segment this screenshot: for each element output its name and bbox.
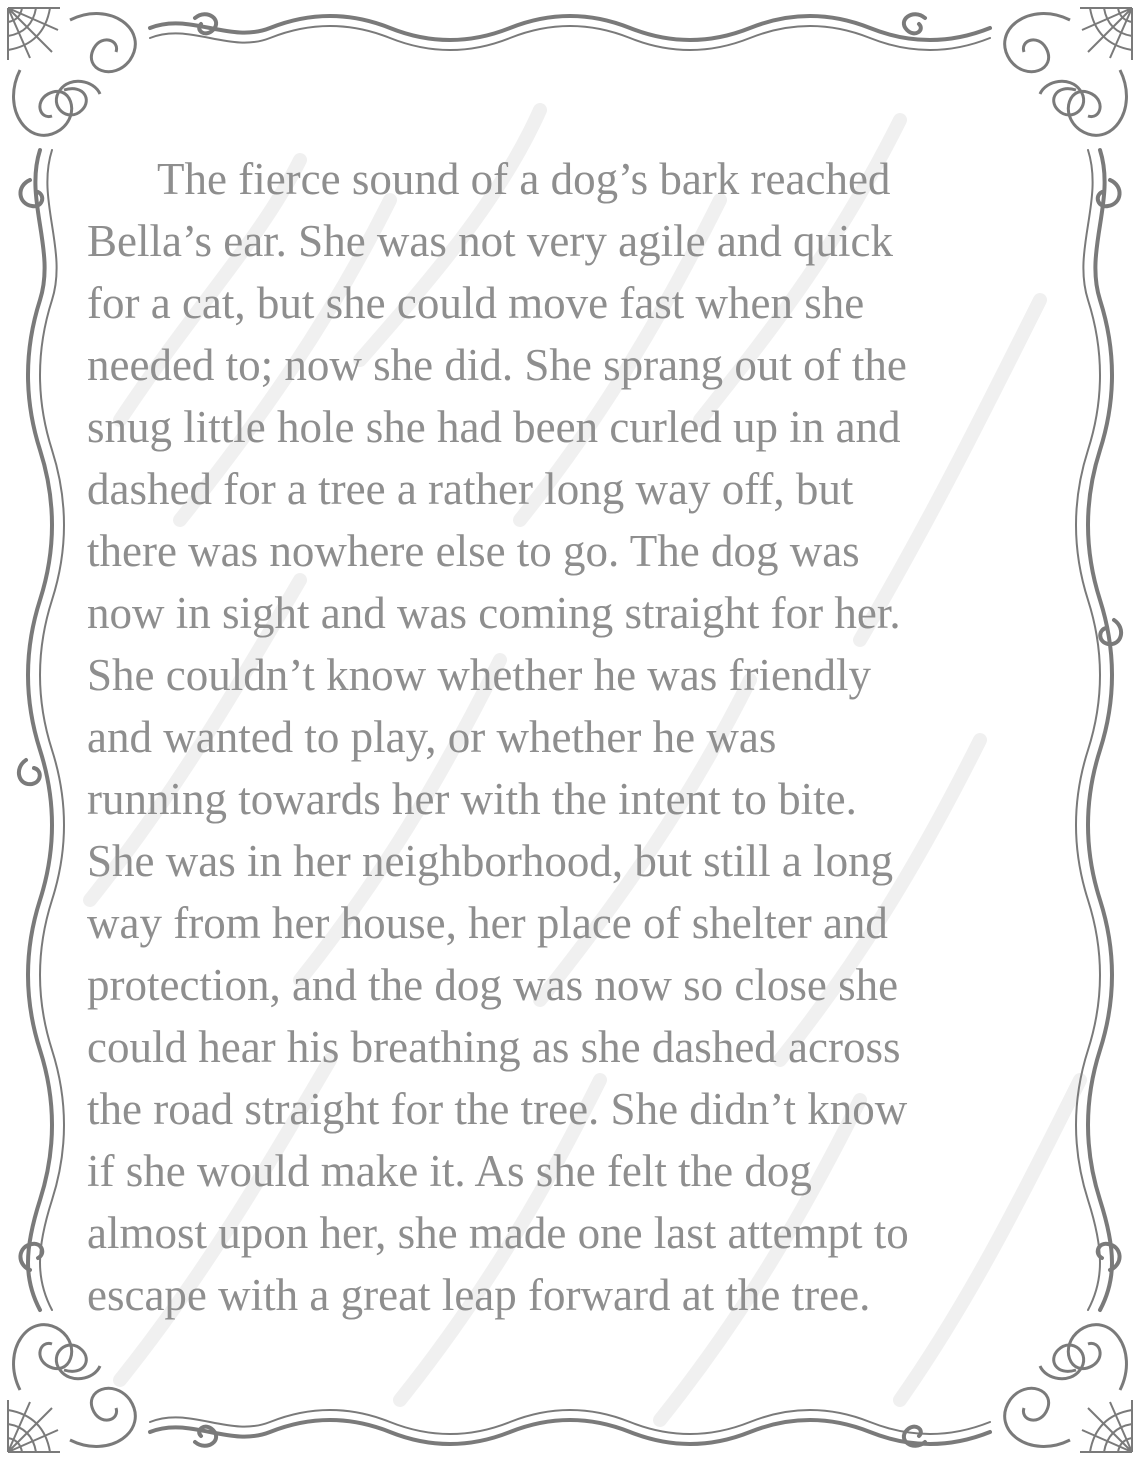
story-line: protection, and the dog was now so close she [87, 960, 899, 1010]
corner-top-left [8, 8, 135, 135]
story-line: could hear his breathing as she dashed across [87, 1022, 901, 1072]
story-line: way from her house, her place of shelter and [87, 898, 888, 948]
story-line: if she would make it. As she felt the dog [87, 1146, 812, 1196]
story-line: there was nowhere else to go. The dog was [87, 526, 860, 576]
story-line: the road straight for the tree. She didn’t know [87, 1084, 908, 1134]
story-line: Bella’s ear. She was not very agile and quick [87, 216, 894, 266]
story-line: dashed for a tree a rather long way off, but [87, 464, 854, 514]
story-line: escape with a great leap forward at the tree. [87, 1270, 871, 1320]
corner-bottom-right [1005, 1325, 1132, 1452]
story-line: She couldn’t know whether he was friendly [87, 650, 871, 700]
story-line: She was in her neighborhood, but still a long [87, 836, 894, 886]
story-line: needed to; now she did. She sprang out of the [87, 340, 907, 390]
story-line: and wanted to play, or whether he was [87, 712, 777, 762]
corner-bottom-left [8, 1325, 135, 1452]
story-line: The fierce sound of a dog’s bark reached [157, 154, 891, 204]
story-line: now in sight and was coming straight for her. [87, 588, 901, 638]
story-paragraph [87, 148, 1067, 1326]
corner-top-right [1005, 8, 1132, 135]
story-line: almost upon her, she made one last attempt to [87, 1208, 909, 1258]
story-line: for a cat, but she could move fast when she [87, 278, 865, 328]
story-line: running towards her with the intent to bite. [87, 774, 857, 824]
story-line: snug little hole she had been curled up in and [87, 402, 901, 452]
